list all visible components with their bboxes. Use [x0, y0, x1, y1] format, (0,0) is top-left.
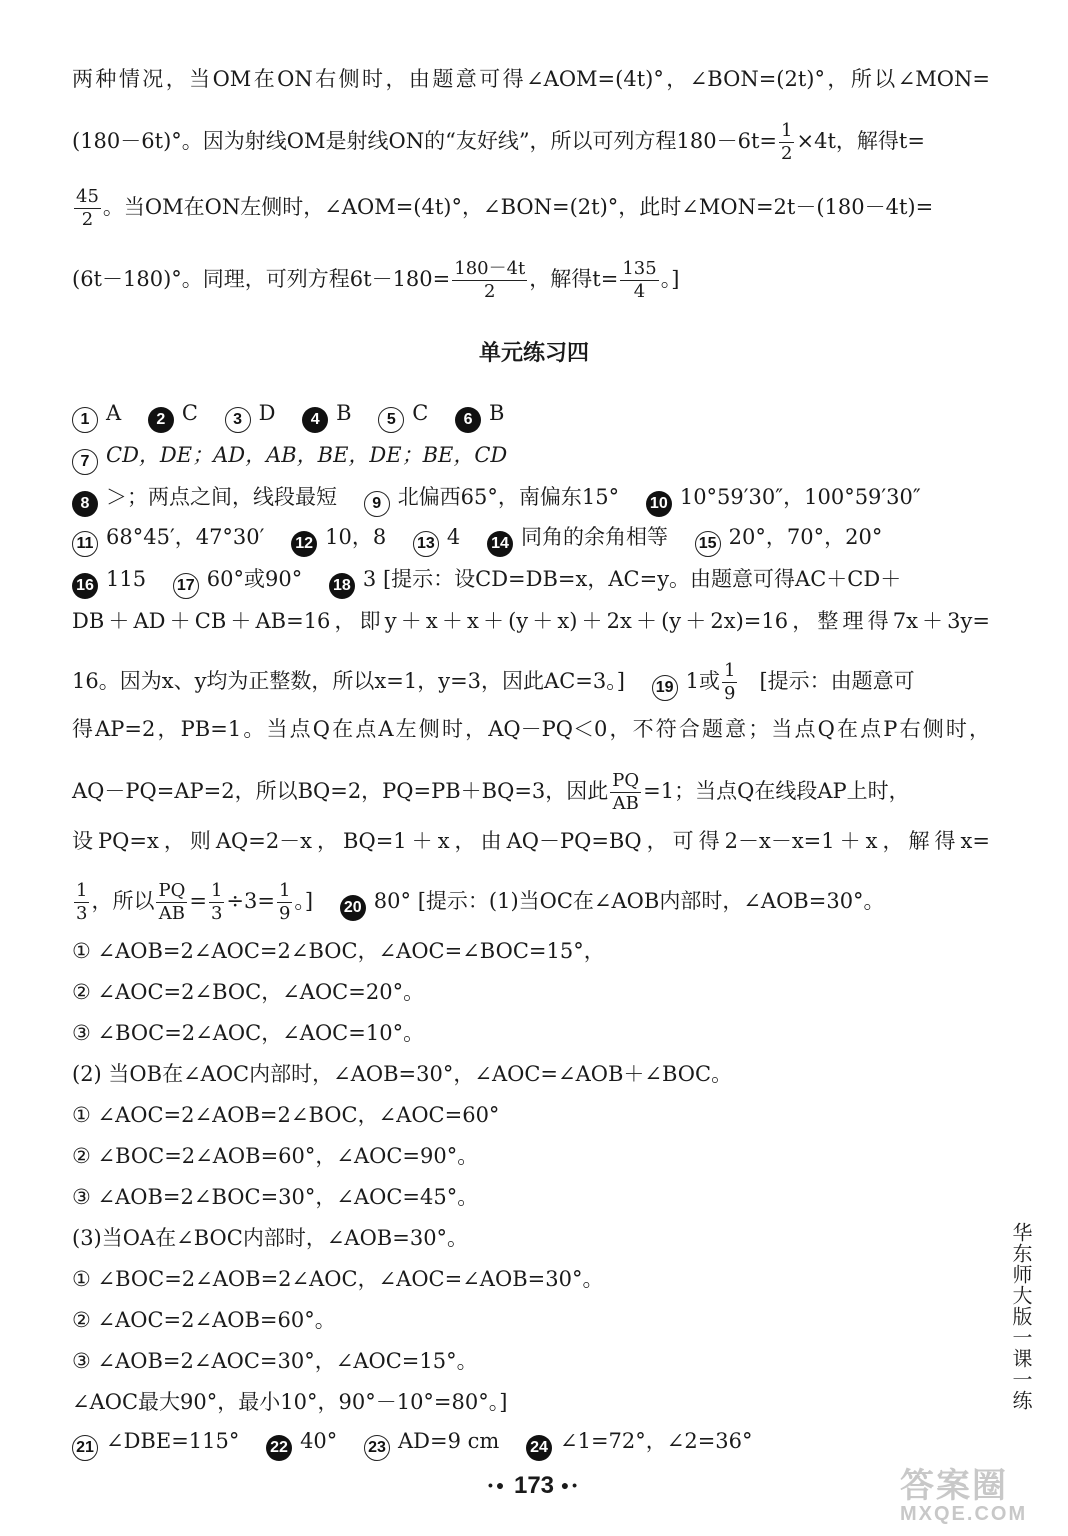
paragraph-line: 两种情况，当OM在ON右侧时，由题意可得∠AOM=(4t)°，∠BON=(2t)°，所以∠MON=: [72, 67, 990, 91]
answer-row: 1 A 2 C 3 D 4 B 5 C 6 B: [72, 398, 990, 433]
question-number: 24: [526, 1435, 552, 1461]
question-number: 13: [413, 531, 439, 557]
solution-step: ③ ∠BOC=2∠AOC，∠AOC=10°。: [72, 1021, 425, 1045]
text: (180－6t)°。因为射线OM是射线ON的“友好线”，所以可列方程180－6t=: [72, 129, 778, 153]
answer-row: 8 ＞；两点之间，线段最短 9 北偏西65°，南偏东15° 10 10°59′30″，100°59′30″: [72, 482, 990, 517]
text: ×4t，解得t=: [796, 129, 925, 153]
solution-step: ∠AOC最大90°，最小10°，90°－10°=80°。]: [72, 1390, 508, 1414]
question-number: 20: [340, 895, 366, 921]
question-number: 23: [364, 1435, 390, 1461]
text: 。]: [660, 267, 680, 291]
section-title: 单元练习四: [478, 340, 589, 366]
side-label: 华东师大版一课一练: [1009, 1222, 1033, 1411]
question-number: 5: [378, 407, 404, 433]
answer-row: 7 CD，DE；AD，AB，BE，DE；BE，CD: [72, 440, 990, 475]
question-number: 10: [646, 491, 672, 517]
fraction: $\frac{45}{2}$: [76, 186, 99, 230]
fraction: $\frac{PQ}{AB}$: [158, 880, 186, 924]
text: (6t－180)°。同理，可列方程6t－180=: [72, 267, 451, 291]
paragraph-line: 设PQ=x，则AQ=2－x，BQ=1＋x，由AQ－PQ=BQ，可得2－x－x=1＋x，解得x=: [72, 829, 990, 853]
paragraph-line: 得AP=2，PB=1。当点Q在点A左侧时，AQ－PQ＜0，不符合题意；当点Q在点P右侧时，: [72, 717, 990, 741]
fraction: $\frac{135}{4}$: [622, 258, 657, 302]
question-number: 22: [266, 1435, 292, 1461]
question-number: 4: [302, 407, 328, 433]
solution-step: ② ∠BOC=2∠AOB=60°，∠AOC=90°。: [72, 1144, 479, 1168]
solution-step: ② ∠AOC=2∠BOC，∠AOC=20°。: [72, 980, 425, 1004]
question-number: 17: [173, 573, 199, 599]
fraction: $\frac{1}{3}$: [210, 880, 223, 924]
answer-row: 21 ∠DBE=115° 22 40° 23 AD=9 cm 24 ∠1=72°，∠2=36°: [72, 1426, 990, 1461]
question-number: 6: [455, 407, 481, 433]
question-number: 18: [329, 573, 355, 599]
question-number: 2: [148, 407, 174, 433]
paragraph-line: [72, 186, 990, 231]
fraction: $\frac{1}{9}$: [278, 880, 291, 924]
question-number: 19: [652, 675, 678, 701]
solution-step: ① ∠BOC=2∠AOB=2∠AOC，∠AOC=∠AOB=30°。: [72, 1267, 604, 1291]
paragraph-line: $\frac{1}{3}$ ，所以 $\frac{PQ}{AB}$ = $\frac{1}{3}$ ÷3= $\frac{1}{9}$ 。] 20 80° [提示：(1)当OC在∠AOB内部时，∠AOB=30°。: [76, 880, 885, 924]
question-number: 9: [364, 491, 390, 517]
fraction: $\frac{1}{9}$: [724, 660, 736, 704]
fraction: $\frac{1}{2}$: [781, 120, 793, 164]
solution-step: (3)当OA在∠BOC内部时，∠AOB=30°。: [72, 1226, 469, 1250]
question-number: 1: [72, 407, 98, 433]
fraction: $\frac{1}{3}$: [76, 880, 88, 924]
text: ，解得t=: [529, 267, 619, 291]
paragraph-line: 16。因为x、y均为正整数，所以x=1，y=3，因此AC=3。] 19 1或 $\frac{1}{9}$ [提示：由题意可: [72, 660, 915, 704]
question-number: 11: [72, 531, 98, 557]
answer-row: 16 115 17 60°或90° 18 3 [提示：设CD=DB=x，AC=y。由题意可得AC＋CD＋: [72, 564, 990, 599]
solution-step: ① ∠AOC=2∠AOB=2∠BOC，∠AOC=60°: [72, 1103, 500, 1127]
solution-step: ② ∠AOC=2∠AOB=60°。: [72, 1308, 336, 1332]
fraction: $\frac{180-4t}{2}$: [454, 258, 526, 302]
paragraph-line: AQ－PQ=AP=2，所以BQ=2，PQ=PB＋BQ=3，因此 $\frac{PQ}{AB}$ =1；当点Q在线段AP上时，: [72, 770, 910, 814]
question-number: 3: [225, 407, 251, 433]
question-number: 14: [487, 531, 513, 557]
solution-step: ③ ∠AOB=2∠AOC=30°，∠AOC=15°。: [72, 1349, 478, 1373]
question-number: 16: [72, 573, 98, 599]
paragraph-line: [72, 120, 990, 165]
page-number: •● 173 ●•: [487, 1472, 581, 1499]
question-number: 12: [291, 531, 317, 557]
text: 。当OM在ON左侧时，∠AOM=(4t)°，∠BON=(2t)°，此时∠MON=2t－(180－4t)=: [102, 195, 934, 219]
fraction: $\frac{PQ}{AB}$: [612, 770, 640, 814]
dots-decoration: ●•: [560, 1477, 581, 1493]
answer-row: 11 68°45′，47°30′ 12 10，8 13 4 14 同角的余角相等 15 20°，70°，20°: [72, 522, 990, 557]
question-number: 21: [72, 1435, 98, 1461]
solution-step: (2) 当OB在∠AOC内部时，∠AOB=30°，∠AOC=∠AOB＋∠BOC。: [72, 1062, 733, 1086]
watermark: 答案圈 MXQE.COM: [900, 1467, 1028, 1525]
paragraph-line: DB＋AD＋CB＋AB=16，即y＋x＋x＋(y＋x)＋2x＋(y＋2x)=16，整理得7x＋3y=: [72, 609, 990, 633]
paragraph-line: [72, 258, 990, 303]
solution-step: ① ∠AOB=2∠AOC=2∠BOC，∠AOC=∠BOC=15°，: [72, 939, 605, 963]
dots-decoration: •●: [487, 1477, 508, 1493]
question-number: 8: [72, 491, 98, 517]
question-number: 15: [695, 531, 721, 557]
question-number: 7: [72, 449, 98, 475]
solution-step: ③ ∠AOB=2∠BOC=30°，∠AOC=45°。: [72, 1185, 479, 1209]
